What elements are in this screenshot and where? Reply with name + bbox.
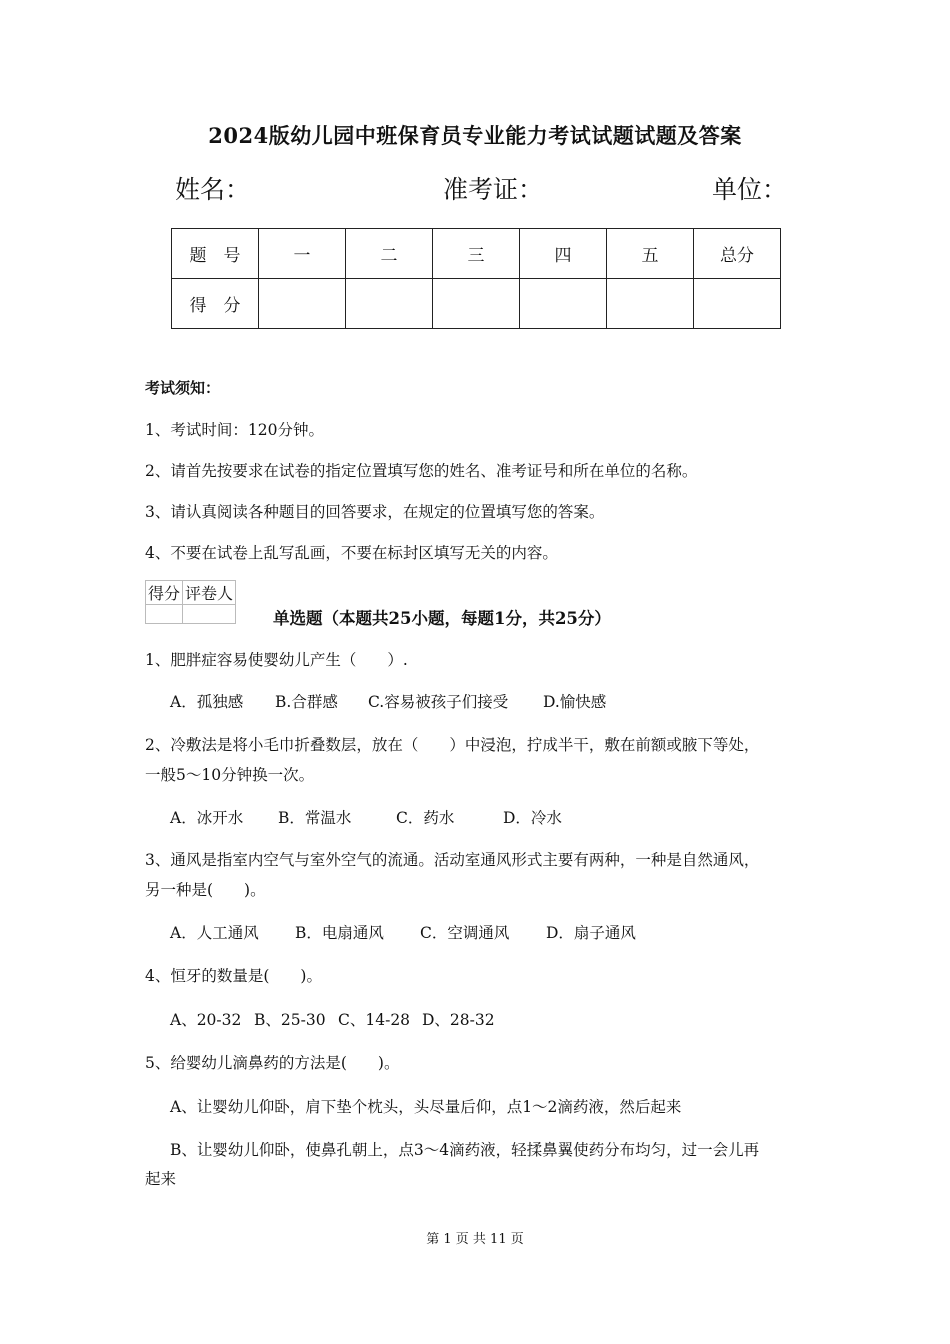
question-options <box>170 1008 495 1030</box>
option: D．扇子通风 <box>546 924 636 942</box>
score-table-header-row <box>172 229 781 279</box>
grader-score-label: 得分 <box>146 581 183 605</box>
grader-reviewer-label: 评卷人 <box>183 581 236 605</box>
grader-reviewer-cell <box>183 605 236 624</box>
section-5-header: 五 <box>607 229 694 279</box>
option: C、14-28 <box>338 1011 411 1029</box>
option: D、28-32 <box>422 1011 495 1029</box>
option: C．空调通风 <box>420 924 510 942</box>
score-cell <box>346 279 433 329</box>
notice-item: 2、请首先按要求在试卷的指定位置填写您的姓名、准考证号和所在单位的名称。 <box>145 462 698 480</box>
option: A．孤独感 <box>170 693 244 711</box>
score-cell <box>433 279 520 329</box>
page-footer: 第 1 页 共 11 页 <box>426 1232 524 1247</box>
score-cell <box>694 279 781 329</box>
question-stem: 3、通风是指室内空气与室外空气的流通。活动室通风形式主要有两种，一种是自然通风， <box>145 851 760 869</box>
grader-box <box>145 580 236 624</box>
question-number-label: 题 号 <box>172 229 259 279</box>
exam-id-label: 准考证： <box>443 175 544 204</box>
notice-item: 3、请认真阅读各种题目的回答要求，在规定的位置填写您的答案。 <box>145 503 605 521</box>
option: B．电扇通风 <box>295 924 384 942</box>
notice-heading: 考试须知： <box>145 379 221 397</box>
notice-item: 4、不要在试卷上乱写乱画，不要在标封区填写无关的内容。 <box>145 544 558 562</box>
option: D.愉快感 <box>543 693 607 711</box>
option: B、25-30 <box>254 1011 326 1029</box>
score-table <box>171 228 781 329</box>
section-4-header: 四 <box>520 229 607 279</box>
question-stem: 2、冷敷法是将小毛巾折叠数层，放在（ ）中浸泡，拧成半干，敷在前额或腋下等处， <box>145 736 760 754</box>
question-stem-continued: 另一种是( )。 <box>145 881 266 899</box>
section-2-header: 二 <box>346 229 433 279</box>
option: C．药水 <box>396 809 455 827</box>
score-cell <box>259 279 346 329</box>
question-stem: 4、恒牙的数量是( )。 <box>145 967 322 985</box>
score-label: 得 分 <box>172 279 259 329</box>
option: B.合群感 <box>275 693 338 711</box>
option: A．冰开水 <box>170 809 244 827</box>
score-table-score-row <box>172 279 781 329</box>
option-continued: 起来 <box>145 1170 177 1188</box>
document-title: 2024版幼儿园中班保育员专业能力考试试题试题及答案 <box>208 123 742 148</box>
question-options <box>170 690 606 712</box>
notice-item: 1、考试时间：120分钟。 <box>145 421 324 439</box>
option: B．常温水 <box>278 809 352 827</box>
question-stem-continued: 一般5～10分钟换一次。 <box>145 766 315 784</box>
total-header: 总分 <box>694 229 781 279</box>
unit-label: 单位： <box>712 175 788 204</box>
option: D．冷水 <box>503 809 562 827</box>
section-1-header: 一 <box>259 229 346 279</box>
grader-score-cell <box>146 605 183 624</box>
option: A、20-32 <box>170 1011 242 1029</box>
score-cell <box>607 279 694 329</box>
question-stem: 5、给婴幼儿滴鼻药的方法是( )。 <box>145 1054 400 1072</box>
section-title: 单选题（本题共25小题，每题1分，共25分） <box>273 609 611 628</box>
option: A．人工通风 <box>170 924 259 942</box>
question-options <box>170 806 562 828</box>
section-3-header: 三 <box>433 229 520 279</box>
question-stem: 1、肥胖症容易使婴幼儿产生（ ）. <box>145 651 408 669</box>
score-cell <box>520 279 607 329</box>
question-options <box>170 921 636 943</box>
option: A、让婴幼儿仰卧，肩下垫个枕头，头尽量后仰，点1～2滴药液，然后起来 <box>170 1098 682 1116</box>
option: B、让婴幼儿仰卧，使鼻孔朝上，点3～4滴药液，轻揉鼻翼使药分布均匀，过一会儿再 <box>170 1141 760 1159</box>
name-label: 姓名： <box>175 175 251 204</box>
option: C.容易被孩子们接受 <box>368 693 509 711</box>
